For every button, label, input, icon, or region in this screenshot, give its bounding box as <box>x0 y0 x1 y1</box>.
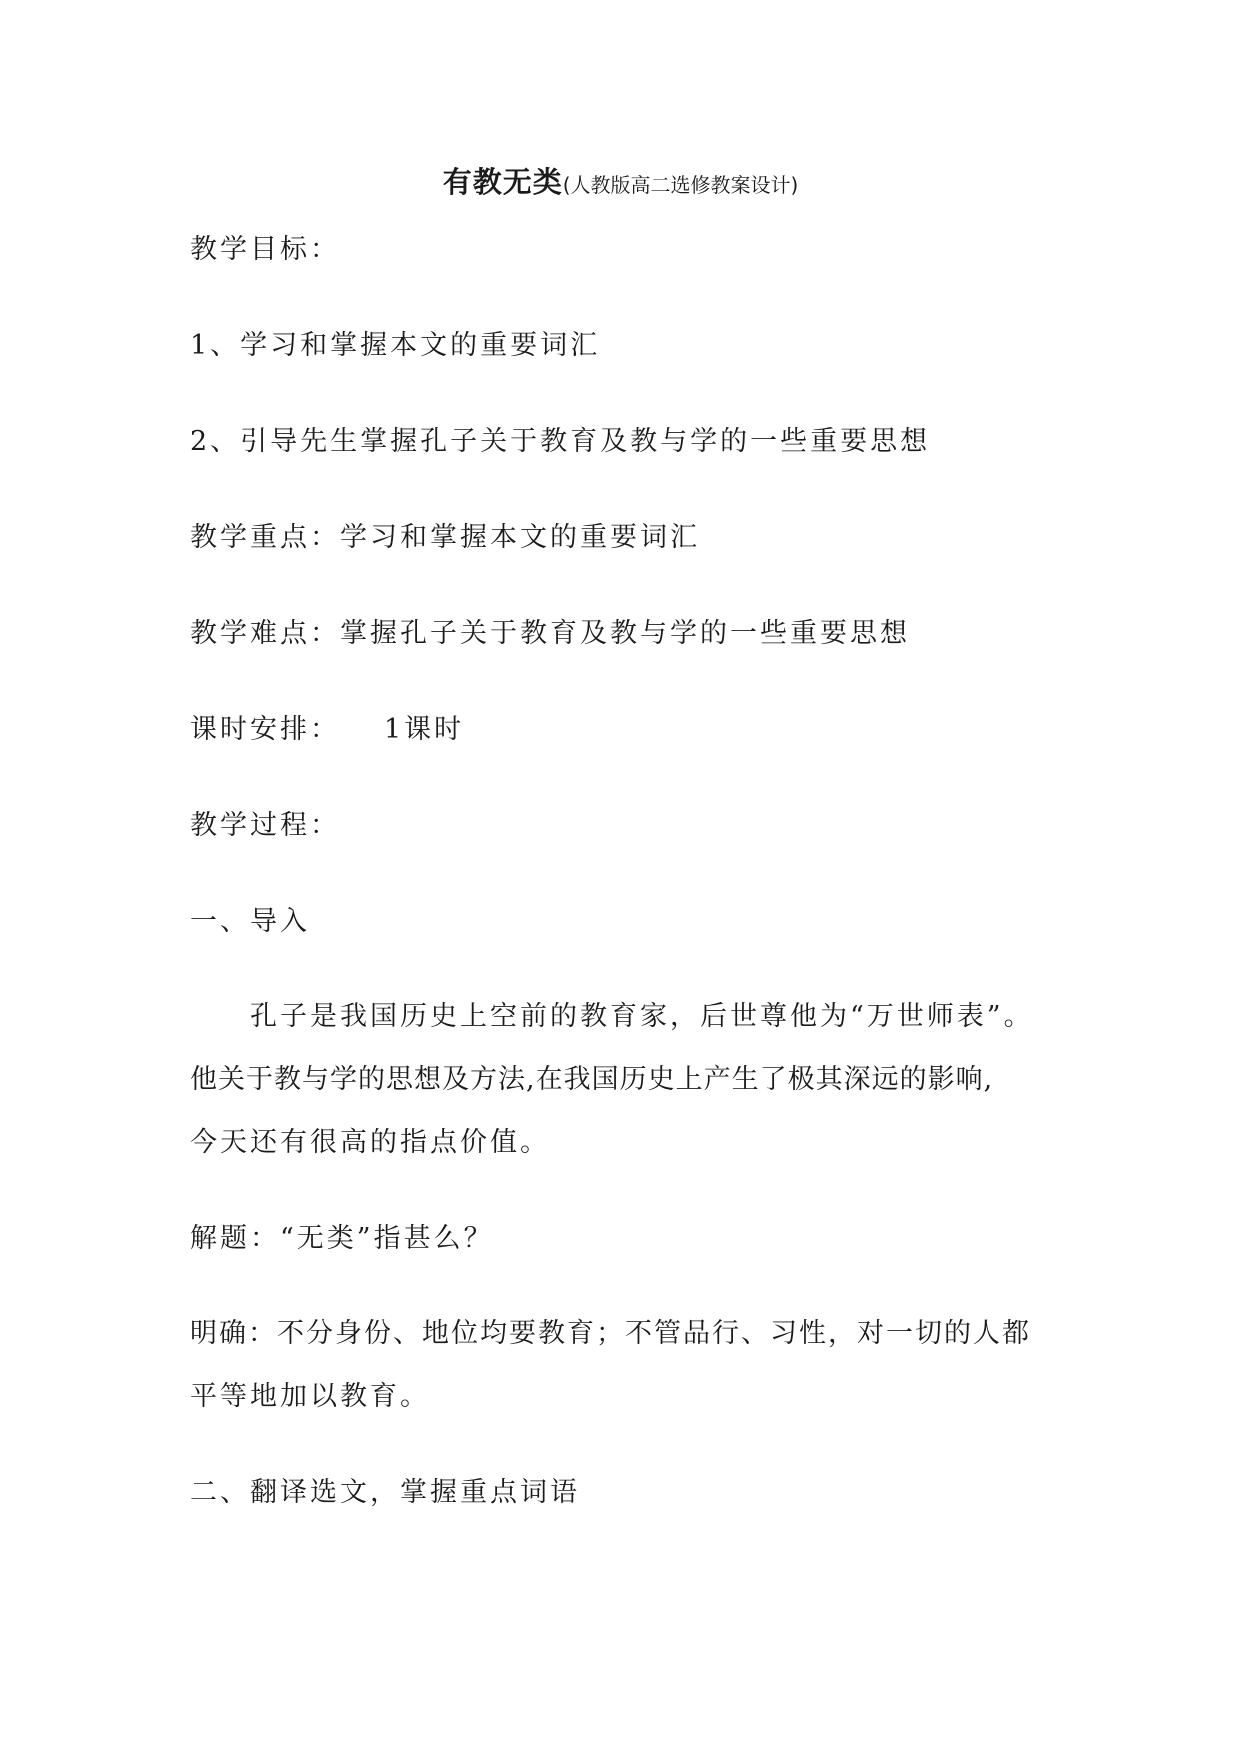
process-heading: 教学过程： <box>190 810 340 841</box>
question: 解题：“无类”指甚么？ <box>190 1223 494 1254</box>
answer-line-1: 明确：不分身份、地位均要教育；不管品行、习性，对一切的人都 <box>190 1318 1031 1349</box>
intro-paragraph-line-2: 他关于教与学的思想及方法,在我国历史上产生了极其深远的影响, <box>190 1064 994 1095</box>
key-point: 教学重点：学习和掌握本文的重要词汇 <box>190 522 700 553</box>
section-2-heading: 二、翻译选文，掌握重点词语 <box>190 1477 580 1508</box>
objective-1: 1、学习和掌握本文的重要词汇 <box>190 330 601 361</box>
schedule <box>190 716 464 743</box>
schedule-label: 课时安排： <box>190 714 340 745</box>
objectives-heading: 教学目标： <box>190 234 340 265</box>
intro-paragraph-line-3: 今天还有很高的指点价值。 <box>190 1127 550 1158</box>
objective-2: 2、引导先生掌握孔子关于教育及教与学的一些重要思想 <box>190 426 931 457</box>
difficulty: 教学难点：掌握孔子关于教育及教与学的一些重要思想 <box>190 618 910 649</box>
answer-line-2: 平等地加以教育。 <box>190 1381 430 1412</box>
title-main: 有教无类 <box>442 165 563 199</box>
title-subtitle: (人教版高二选修教案设计) <box>562 173 799 197</box>
section-1-heading: 一、导入 <box>190 906 310 937</box>
schedule-value: 1课时 <box>384 714 465 745</box>
intro-paragraph-line-1: 孔子是我国历史上空前的教育家，后世尊他为“万世师表”。 <box>250 1001 1034 1032</box>
document-title <box>0 160 1241 201</box>
